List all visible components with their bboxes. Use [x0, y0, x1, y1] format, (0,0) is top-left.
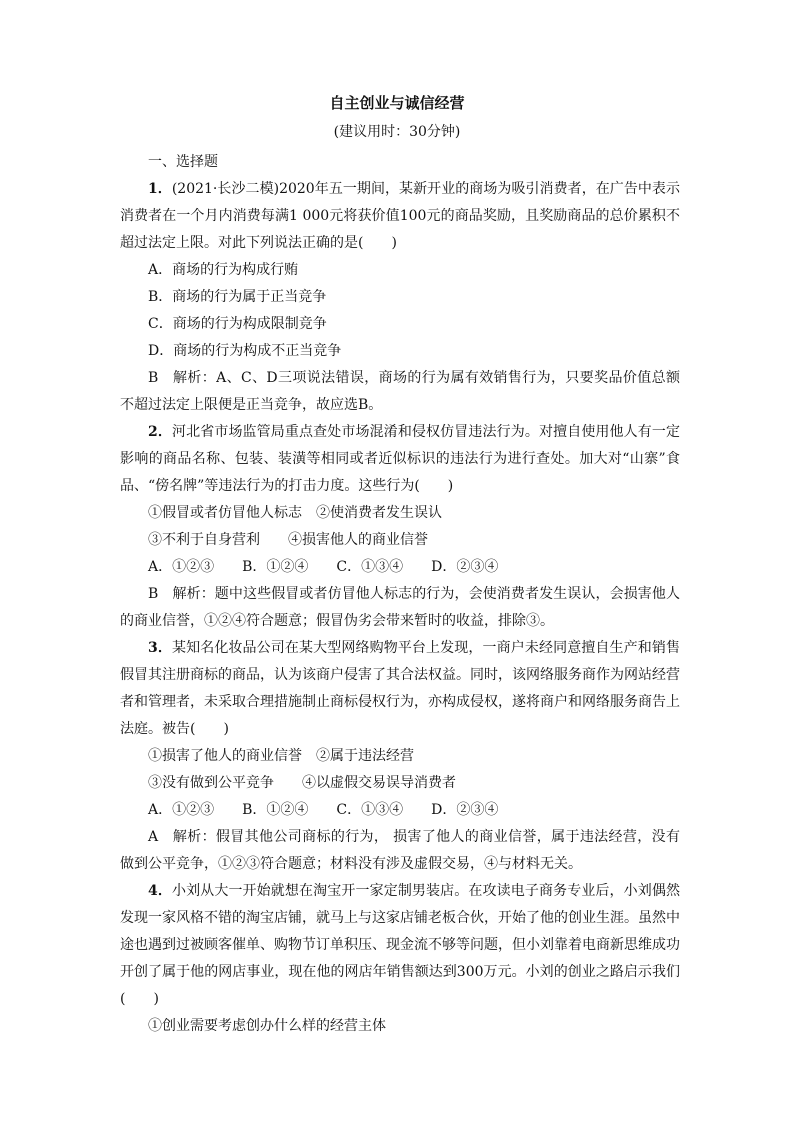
question-text: 河北省市场监管局重点查处市场混淆和侵权仿冒违法行为。对擅自使用他人有一定影响的商品名称、包装、装潢等相同或者近似标识的违法行为进行查处。加大对“山寨”食品、“傍名牌”等违法行为的打击力度。这些行为( ) — [120, 424, 681, 494]
question-1-answer: B 解析：A、C、D三项说法错误，商场的行为属有效销售行为，只要奖品价值总额不超过法定上限便是正当竞争，故应选B。 — [120, 370, 680, 413]
question-number: 2． — [148, 424, 172, 440]
question-3-item-row-2: ③没有做到公平竞争 ④以虚假交易误导消费者 — [148, 775, 456, 791]
document-title: 自主创业与诚信经营 — [329, 94, 465, 112]
question-3-item-row-1: ①损害了他人的商业信誉 ②属于违法经营 — [148, 748, 414, 764]
question-2-item-row-1: ①假冒或者仿冒他人标志 ②使消费者发生误认 — [148, 505, 442, 521]
question-1-option-d: D．商场的行为构成不正当竞争 — [148, 343, 342, 359]
question-3-choices: A．①②③ B．①②④ C．①③④ D．②③④ — [148, 802, 499, 818]
question-text: 某知名化妆品公司在某大型网络购物平台上发现，一商户未经同意擅自生产和销售假冒其注册商标的商品，认为该商户侵害了其合法权益。同时，该网络服务商作为网站经营者和管理者，未采取合理措施制止商标侵权行为，亦构成侵权，遂将商户和网络服务商告上法庭。被告( ) — [120, 640, 681, 737]
question-1-option-b: B．商场的行为属于正当竞争 — [148, 289, 327, 305]
document-body — [120, 149, 680, 1040]
document-subtitle: (建议用时：30分钟) — [333, 124, 461, 140]
question-number: 1． — [148, 181, 172, 197]
question-number: 4． — [148, 883, 172, 899]
question-2-stem — [120, 419, 680, 500]
question-2-item-row-2: ③不利于自身营利 ④损害他人的商业信誉 — [148, 532, 428, 548]
question-text: 小刘从大一开始就想在淘宝开一家定制男装店。在攻读电子商务专业后，小刘偶然发现一家风格不错的淘宝店铺，就马上与这家店铺老板合伙，开始了他的创业生涯。虽然中途也遇到过被顾客催单、购物节订单积压、现金流不够等问题，但小刘靠着电商新思维成功开创了属于他的网店事业，现在他的网店年销售额达到300万元。小刘的创业之路启示我们( ) — [120, 883, 681, 1007]
question-1-option-c: C．商场的行为构成限制竞争 — [148, 316, 327, 332]
question-4-stem — [120, 878, 680, 1013]
question-3-stem — [120, 635, 680, 743]
question-2-choices: A．①②③ B．①②④ C．①③④ D．②③④ — [148, 559, 499, 575]
question-1-option-a: A．商场的行为构成行贿 — [148, 262, 299, 278]
question-number: 3． — [148, 640, 172, 656]
question-4-item-1: ①创业需要考虑创办什么样的经营主体 — [148, 1018, 386, 1034]
question-3-answer: A 解析：假冒其他公司商标的行为， 损害了他人的商业信誉，属于违法经营，没有做到公平竞争，①②③符合题意；材料没有涉及虚假交易，④与材料无关。 — [120, 829, 680, 872]
question-text: (2021·长沙二模)2020年五一期间，某新开业的商场为吸引消费者，在广告中表示消费者在一个月内消费每满1 000元将获价值100元的商品奖励，且奖励商品的总价累积不超过法定上限。对此下列说法正确的是( ) — [120, 181, 680, 251]
question-2-answer: B 解析：题中这些假冒或者仿冒他人标志的行为，会使消费者发生误认，会损害他人的商业信誉，①②④符合题意；假冒伪劣会带来暂时的收益，排除③。 — [120, 586, 680, 629]
section-heading: 一、选择题 — [148, 154, 218, 170]
question-1-stem — [120, 176, 680, 257]
